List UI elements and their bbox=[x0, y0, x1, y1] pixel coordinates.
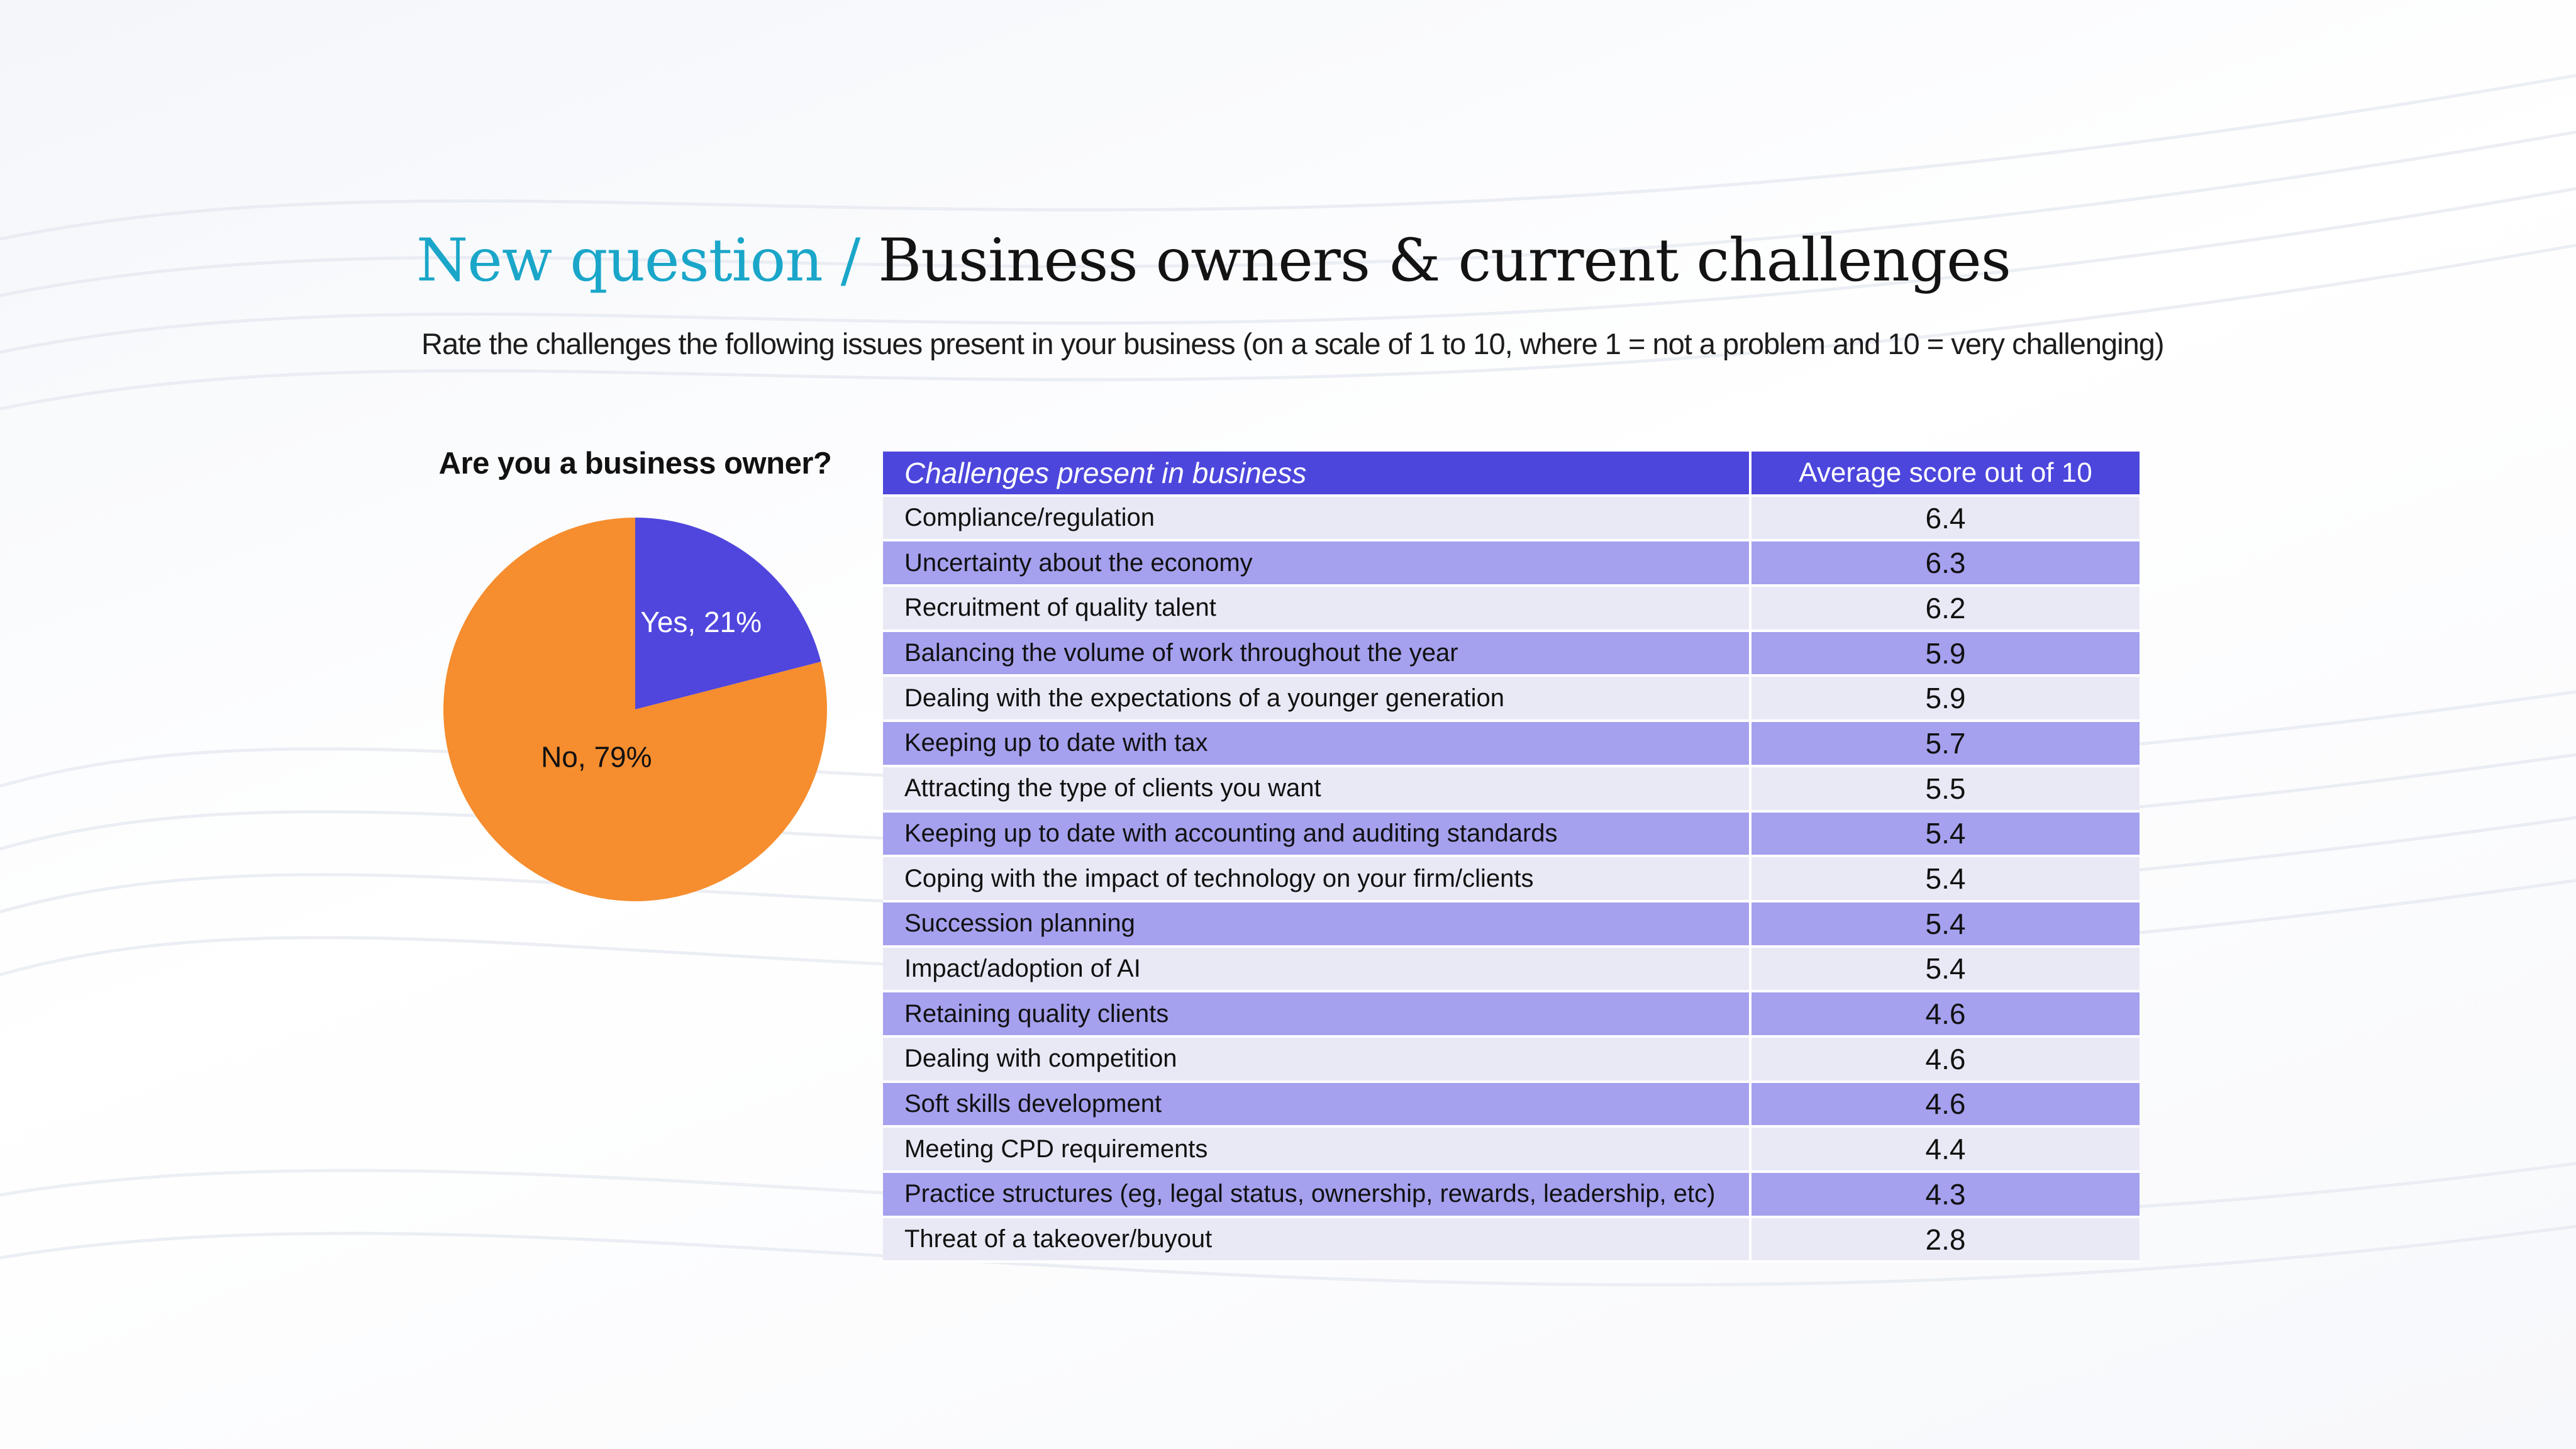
challenge-cell: Keeping up to date with accounting and auditing standards bbox=[883, 813, 1752, 855]
title-main: Business owners & current challenges bbox=[878, 226, 2011, 295]
challenge-cell: Dealing with the expectations of a younger generation bbox=[883, 677, 1752, 719]
pie-chart bbox=[434, 508, 836, 911]
score-cell: 5.9 bbox=[1925, 636, 1966, 670]
table-row bbox=[883, 1128, 2140, 1173]
challenge-cell: Practice structures (eg, legal status, ownership, rewards, leadership, etc) bbox=[883, 1173, 1752, 1216]
score-cell: 5.5 bbox=[1925, 772, 1966, 805]
table-row bbox=[883, 767, 2140, 813]
pie-chart-title: Are you a business owner? bbox=[438, 447, 832, 480]
challenge-cell: Compliance/regulation bbox=[883, 497, 1752, 540]
page-title bbox=[416, 220, 2011, 302]
table-row bbox=[883, 1083, 2140, 1128]
table-row bbox=[883, 813, 2140, 858]
score-cell: 2.8 bbox=[1925, 1223, 1966, 1256]
table-row bbox=[883, 722, 2140, 767]
score-cell: 6.2 bbox=[1925, 591, 1966, 625]
table-body bbox=[883, 497, 2140, 1263]
challenge-cell: Succession planning bbox=[883, 902, 1752, 945]
score-cell: 6.4 bbox=[1925, 501, 1966, 535]
table-row bbox=[883, 541, 2140, 587]
table-row bbox=[883, 857, 2140, 902]
table-row bbox=[883, 948, 2140, 993]
challenge-cell: Recruitment of quality talent bbox=[883, 587, 1752, 630]
challenges-table bbox=[883, 452, 2140, 1263]
score-cell: 6.3 bbox=[1925, 547, 1966, 580]
table-row bbox=[883, 1038, 2140, 1083]
challenge-cell: Attracting the type of clients you want bbox=[883, 767, 1752, 810]
challenge-cell: Balancing the volume of work throughout the year bbox=[883, 632, 1752, 675]
score-cell: 4.3 bbox=[1925, 1177, 1966, 1211]
score-cell: 5.4 bbox=[1925, 862, 1966, 896]
table-row bbox=[883, 1218, 2140, 1263]
score-cell: 5.9 bbox=[1925, 682, 1966, 715]
challenge-cell: Uncertainty about the economy bbox=[883, 541, 1752, 584]
table-row bbox=[883, 497, 2140, 542]
challenge-cell: Soft skills development bbox=[883, 1083, 1752, 1126]
pie-label-yes: Yes, 21% bbox=[640, 606, 762, 639]
column-header-challenge: Challenges present in business bbox=[883, 452, 1752, 494]
score-cell: 5.4 bbox=[1925, 907, 1966, 940]
table-row bbox=[883, 587, 2140, 632]
challenge-cell: Keeping up to date with tax bbox=[883, 722, 1752, 765]
table-row bbox=[883, 992, 2140, 1038]
challenge-cell: Meeting CPD requirements bbox=[883, 1128, 1752, 1170]
score-cell: 5.4 bbox=[1925, 817, 1966, 850]
table-row bbox=[883, 632, 2140, 677]
pie-label-no: No, 79% bbox=[541, 740, 652, 774]
table-header-row bbox=[883, 452, 2140, 497]
score-cell: 4.4 bbox=[1925, 1133, 1966, 1166]
score-cell: 4.6 bbox=[1925, 1042, 1966, 1075]
column-header-score: Average score out of 10 bbox=[1799, 457, 2092, 488]
table-row bbox=[883, 1173, 2140, 1218]
challenge-cell: Impact/adoption of AI bbox=[883, 948, 1752, 991]
challenge-cell: Dealing with competition bbox=[883, 1038, 1752, 1080]
table-row bbox=[883, 902, 2140, 948]
challenge-cell: Coping with the impact of technology on your firm/clients bbox=[883, 857, 1752, 900]
title-accent: New question / bbox=[416, 226, 860, 295]
score-cell: 4.6 bbox=[1925, 997, 1966, 1031]
score-cell: 5.4 bbox=[1925, 952, 1966, 985]
challenge-cell: Threat of a takeover/buyout bbox=[883, 1218, 1752, 1261]
table-row bbox=[883, 677, 2140, 722]
page-subtitle: Rate the challenges the following issues present in your business (on a scale of 1 to 10, where 1 = not a problem and 10 = very challenging) bbox=[421, 327, 2164, 360]
score-cell: 5.7 bbox=[1925, 726, 1966, 760]
score-cell: 4.6 bbox=[1925, 1087, 1966, 1121]
challenge-cell: Retaining quality clients bbox=[883, 992, 1752, 1035]
